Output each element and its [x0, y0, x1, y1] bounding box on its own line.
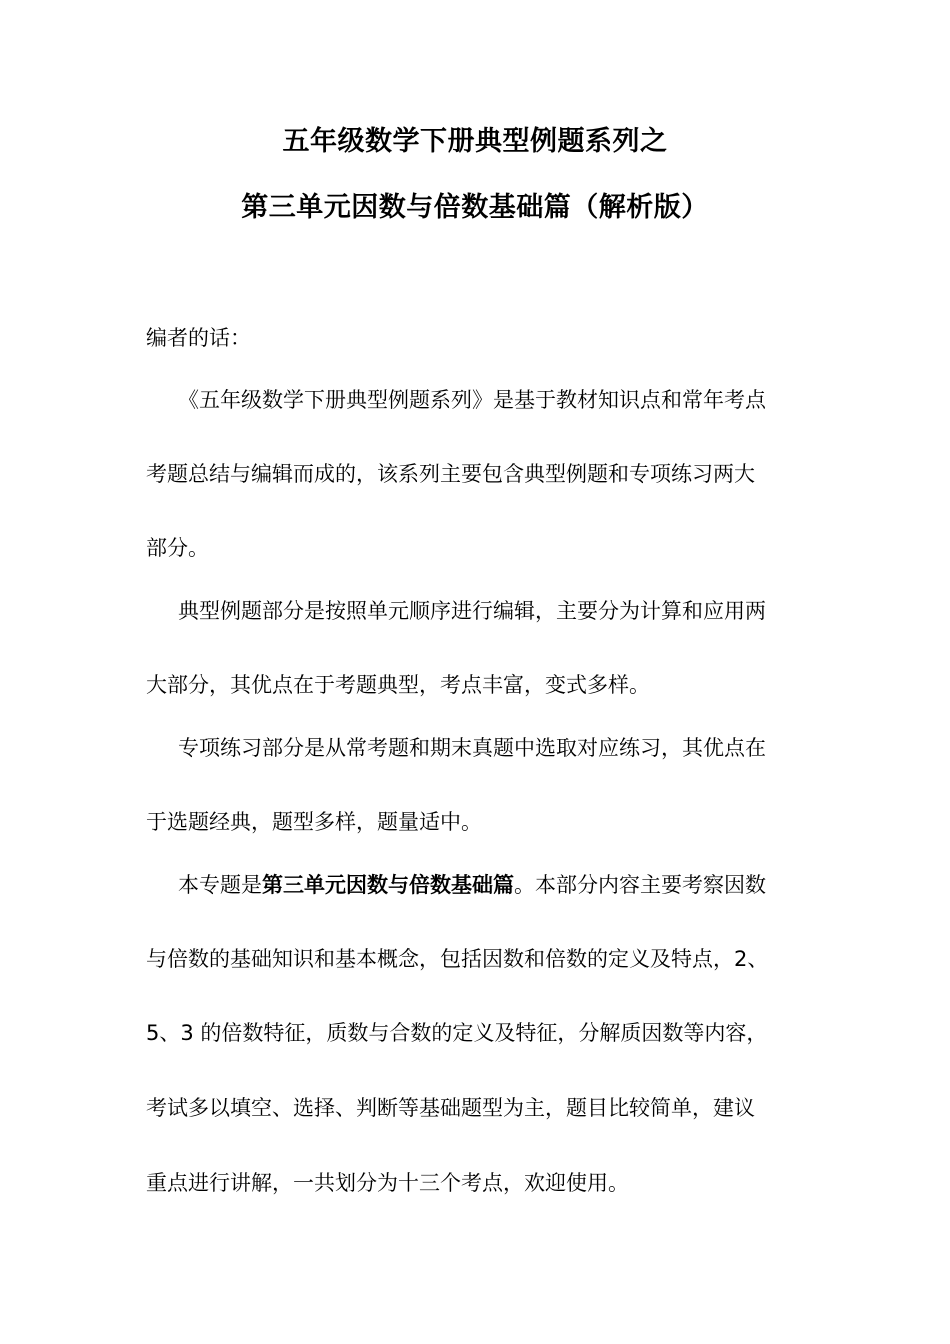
paragraph-4-line-5: 重点进行讲解，一共划分为十三个考点，欢迎使用。: [146, 1171, 629, 1195]
document-title-line-2: 第三单元因数与倍数基础篇（解析版）: [241, 192, 709, 223]
paragraph-4-line-4: 考试多以填空、选择、判断等基础题型为主，题目比较简单，建议: [146, 1096, 755, 1120]
paragraph-3-line-2: 于选题经典，题型多样，题量适中。: [146, 810, 482, 834]
preface-label: 编者的话：: [146, 326, 251, 350]
paragraph-4-line-3: 5、3 的倍数特征，质数与合数的定义及特征，分解质因数等内容，: [146, 1021, 768, 1045]
paragraph-4-line-1: [178, 870, 811, 900]
paragraph-2-line-1: 典型例题部分是按照单元顺序进行编辑，主要分为计算和应用两: [178, 599, 766, 623]
paragraph-4-line-2: 与倍数的基础知识和基本概念，包括因数和倍数的定义及特点，2、: [146, 947, 769, 971]
paragraph-1-line-2: 考题总结与编辑而成的，该系列主要包含典型例题和专项练习两大: [146, 462, 755, 486]
paragraph-4-suffix: 。本部分内容主要考察因数: [514, 873, 766, 897]
paragraph-1-line-3: 部分。: [146, 536, 209, 560]
document-title-line-1: 五年级数学下册典型例题系列之: [282, 126, 668, 157]
paragraph-3-line-1: 专项练习部分是从常考题和期末真题中选取对应练习，其优点在: [178, 736, 766, 760]
paragraph-4-prefix: 本专题是: [178, 873, 262, 897]
paragraph-1-line-1: 《五年级数学下册典型例题系列》是基于教材知识点和常年考点: [178, 388, 766, 412]
topic-highlight: 第三单元因数与倍数基础篇: [262, 873, 514, 897]
paragraph-2-line-2: 大部分，其优点在于考题典型，考点丰富，变式多样。: [146, 673, 650, 697]
